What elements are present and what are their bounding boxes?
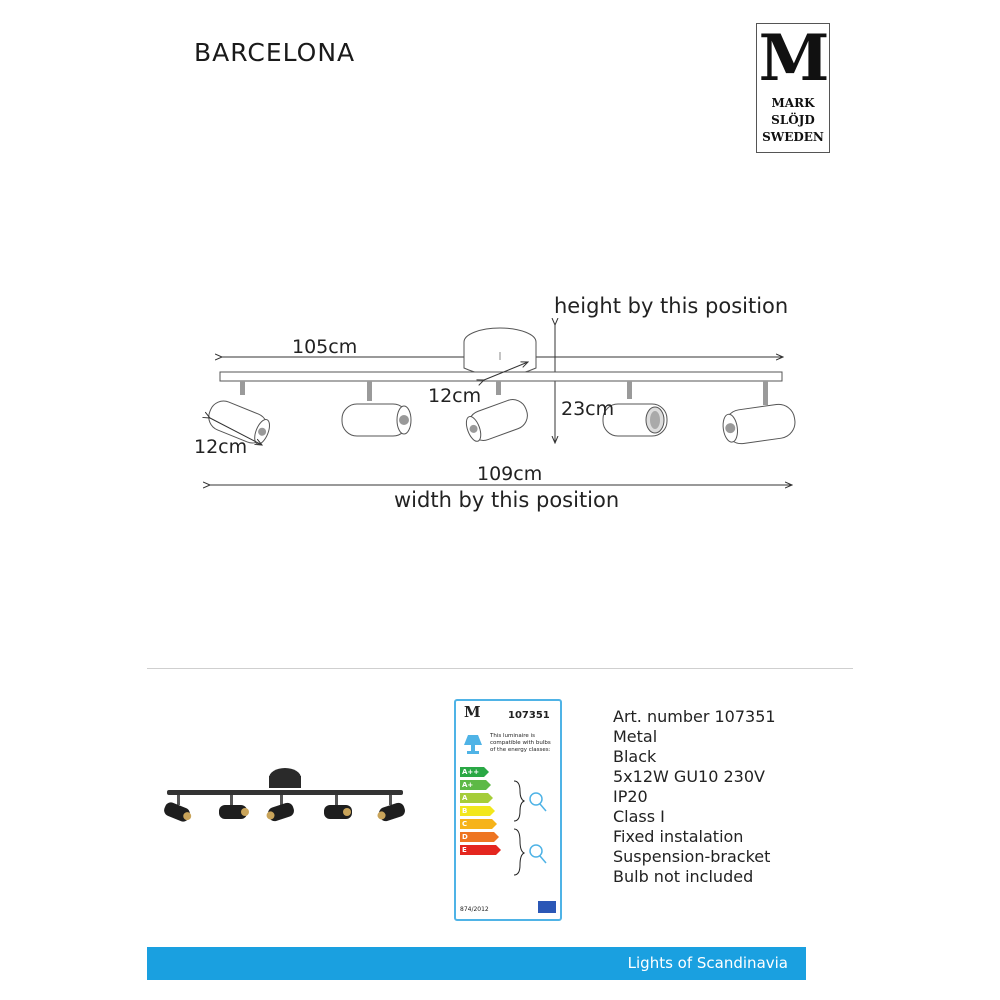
energy-class-bar: A+ — [460, 780, 486, 790]
spec-item: Suspension-bracket — [613, 847, 771, 866]
dim-label-spot: 12cm — [194, 436, 248, 458]
label-article-number: 107351 — [508, 710, 550, 721]
spec-item: Class I — [613, 807, 665, 826]
spot-5 — [721, 402, 797, 446]
logo-line-3: SWEDEN — [762, 130, 824, 144]
spec-item: Bulb not included — [613, 867, 754, 886]
dim-label-height: 23cm — [561, 398, 615, 420]
spec-item: Metal — [613, 727, 658, 746]
energy-label — [454, 699, 562, 921]
logo-line-2: SLÖJD — [771, 113, 815, 127]
spec-item: Art. number 107351 — [613, 707, 776, 726]
width-note: width by this position — [394, 488, 620, 512]
spot-2 — [342, 404, 411, 436]
energy-class-bar: B — [460, 806, 490, 816]
energy-class-bar: A — [460, 793, 488, 803]
spec-item: IP20 — [613, 787, 648, 806]
energy-class-bar: A++ — [460, 767, 484, 777]
logo-line-1: MARK — [771, 96, 815, 110]
banner-text: Lights of Scandinavia — [627, 954, 788, 972]
eu-flag-icon — [538, 901, 556, 913]
ceiling-base — [464, 328, 536, 376]
label-logo: M — [464, 703, 481, 721]
energy-class-bar: D — [460, 832, 494, 842]
energy-class-bar: E — [460, 845, 496, 855]
spec-list — [613, 707, 776, 887]
label-note: This luminaire is compatible with bulbs of the energy classes: — [490, 733, 551, 753]
spec-item: Black — [613, 747, 657, 766]
footer-banner — [147, 947, 806, 980]
bulb-brackets — [510, 779, 554, 879]
divider — [147, 668, 853, 669]
logo-letter: M — [758, 21, 828, 96]
spec-item: Fixed instalation — [613, 827, 744, 846]
energy-class-bar: C — [460, 819, 492, 829]
label-regulation: 874/2012 — [460, 906, 489, 913]
dim-label-width: 109cm — [477, 463, 543, 485]
height-note: height by this position — [554, 294, 789, 318]
spec-item: 5x12W GU10 230V — [613, 767, 765, 786]
lamp-icon — [462, 733, 484, 755]
dim-label-rail: 105cm — [292, 336, 358, 358]
dim-label-base: 12cm — [428, 385, 482, 407]
product-photo — [155, 766, 415, 832]
page-title: BARCELONA — [194, 38, 356, 67]
